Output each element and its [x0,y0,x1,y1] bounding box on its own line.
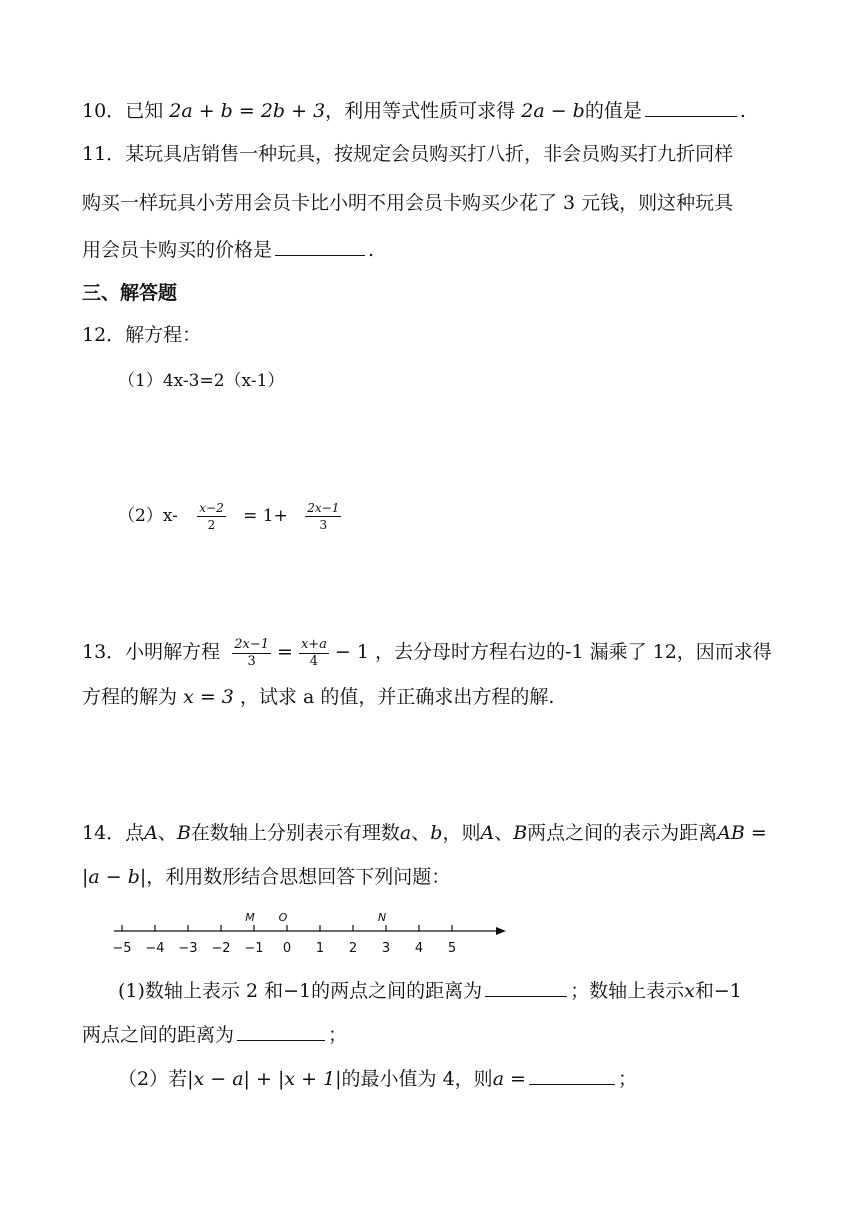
number-line-tick-label: −4 [145,941,165,956]
q12-frac2-numerator: 2x−1 [307,501,340,515]
q14-p1-blank1[interactable] [485,978,567,997]
q14-sep1: 、 [157,822,177,844]
q14-p1-a: (1)数轴上表示 2 和 [118,980,284,1002]
q14-part1-line1 [118,978,742,1004]
section-title: 三、解答题 [82,282,178,304]
q10-end: . [739,100,746,122]
q13-solution: x = 3 [183,686,234,708]
number-line-tick-label: 2 [348,941,358,956]
number-line-tick-label: −3 [178,941,198,956]
q14-ab: AB = [717,822,767,844]
q11-end: . [368,239,375,261]
number-line-tick-label: −1 [244,941,264,956]
q14-p1-blank2[interactable] [237,1022,325,1041]
q14-point-b2: B [513,822,528,844]
q14-line1-d: 两点之间的表示为距离 [527,822,718,844]
q10-suffix: 的值是 [584,100,642,122]
q12-title: 12．解方程： [82,324,202,346]
q14-line2-text: ，利用数形结合思想回答下列问题： [146,866,451,888]
q10-number: 10． [82,100,126,122]
q13-line2-prefix: 方程的解为 [82,686,178,708]
q11-line2: 购买一样玩具小芳用会员卡比小明不用会员卡购买少花了 3 元钱，则这种玩具 [82,192,734,214]
q13-line2-suffix: ，试求 a 的值，并正确求出方程的解. [239,686,555,708]
number-line-point-label: N [377,911,387,924]
q13-frac1-numerator: 2x−1 [234,636,270,652]
q14-p1-c: ；数轴上表示 [570,980,685,1002]
q14-p2-a: （2）若 [118,1068,188,1090]
q13-line1 [82,630,772,674]
q12-frac1-denominator: 2 [207,518,216,532]
q13-frac2-numerator: x+a [300,636,327,652]
q10-math-eq: 2a + b = 2b + 3 [169,100,326,122]
q14-point-a2: A [480,822,495,844]
q14-p1-m1: −1 [283,980,312,1002]
q14-p1-line2: 两点之间的距离为 [82,1024,235,1046]
q13-line2 [82,684,554,710]
q14-p1-b: 的两点之间的距离为 [311,980,483,1002]
q12-part2 [118,496,347,536]
q12-fraction-2 [305,501,341,532]
q14-p2-math: |x − a| + |x + 1| [187,1068,342,1090]
number-line-tick-label: 4 [414,941,424,956]
q13-frac1-denominator: 3 [247,653,256,669]
number-line-arrow [496,927,506,935]
q14-line1 [82,820,767,846]
number-line [100,900,520,964]
q13-fraction-2 [299,638,329,669]
number-line-tick-label: 5 [447,941,457,956]
q12-frac1-numerator: x−2 [199,501,224,515]
q11-line3 [82,237,374,263]
number-line-tick-label: 0 [282,941,292,956]
q10-prefix: 已知 [125,100,164,122]
q14-line2-math: |a − b| [82,866,147,888]
q14-line1-b: 在数轴上分别表示有理数 [190,822,400,844]
number-line-tick-label: 3 [381,941,391,956]
number-line-tick-label: 1 [315,941,325,956]
q14-line2 [82,864,450,890]
q10-answer-blank[interactable] [645,98,737,117]
q10-middle: ，利用等式性质可求得 [325,100,516,122]
q13-minus-one: − 1 [334,641,369,663]
q14-part1-line2 [82,1022,347,1048]
q13-frac2-denominator: 4 [309,653,319,669]
q14-p2-a-eq: a = [492,1068,526,1090]
q14-sep3: 、 [494,822,514,844]
q12-part2-mid: = 1+ [243,506,288,526]
q14-p2-blank[interactable] [529,1066,615,1085]
q14-sep2: 、 [411,822,431,844]
q14-part2 [118,1066,637,1092]
q11-answer-blank[interactable] [275,237,365,256]
number-line-point-label: M [245,911,255,924]
q14-line1-a: 14．点 [82,822,145,844]
q10-line [82,98,746,124]
q13-fraction-1 [232,638,271,669]
number-line-tick-label: −5 [112,941,132,956]
q10-math-expr: 2a − b [521,100,585,122]
q14-p1-m2: −1 [713,980,742,1002]
q14-p1-x: x [684,980,695,1002]
q14-point-a: A [144,822,158,844]
q14-p1-end: ； [328,1024,348,1046]
q14-point-b: B [176,822,191,844]
q13-line1-suffix: ，去分母时方程右边的-1 漏乘了 12，因而求得 [375,641,772,663]
q12-part2-prefix: （2）x- [118,506,178,526]
q13-prefix: 13．小明解方程 [82,641,221,663]
q14-p2-b: 的最小值为 4，则 [341,1068,493,1090]
q14-p1-d: 和 [694,980,714,1002]
q11-line1: 11．某玩具店销售一种玩具，按规定会员购买打八折，非会员购买打九折同样 [82,143,734,165]
q14-line1-c: ，则 [442,822,481,844]
q12-part1: （1）4x-3=2（x-1） [118,371,285,391]
q13-equals: = [277,641,293,663]
q14-var-b: b [430,822,443,844]
q14-p2-end: ； [617,1068,637,1090]
q12-frac2-denominator: 3 [319,518,328,532]
number-line-point-label: O [278,911,288,924]
number-line-tick-label: −2 [211,941,231,956]
q14-var-a: a [399,822,412,844]
q12-fraction-1 [197,501,225,532]
q11-line3-text: 用会员卡购买的价格是 [82,239,273,261]
